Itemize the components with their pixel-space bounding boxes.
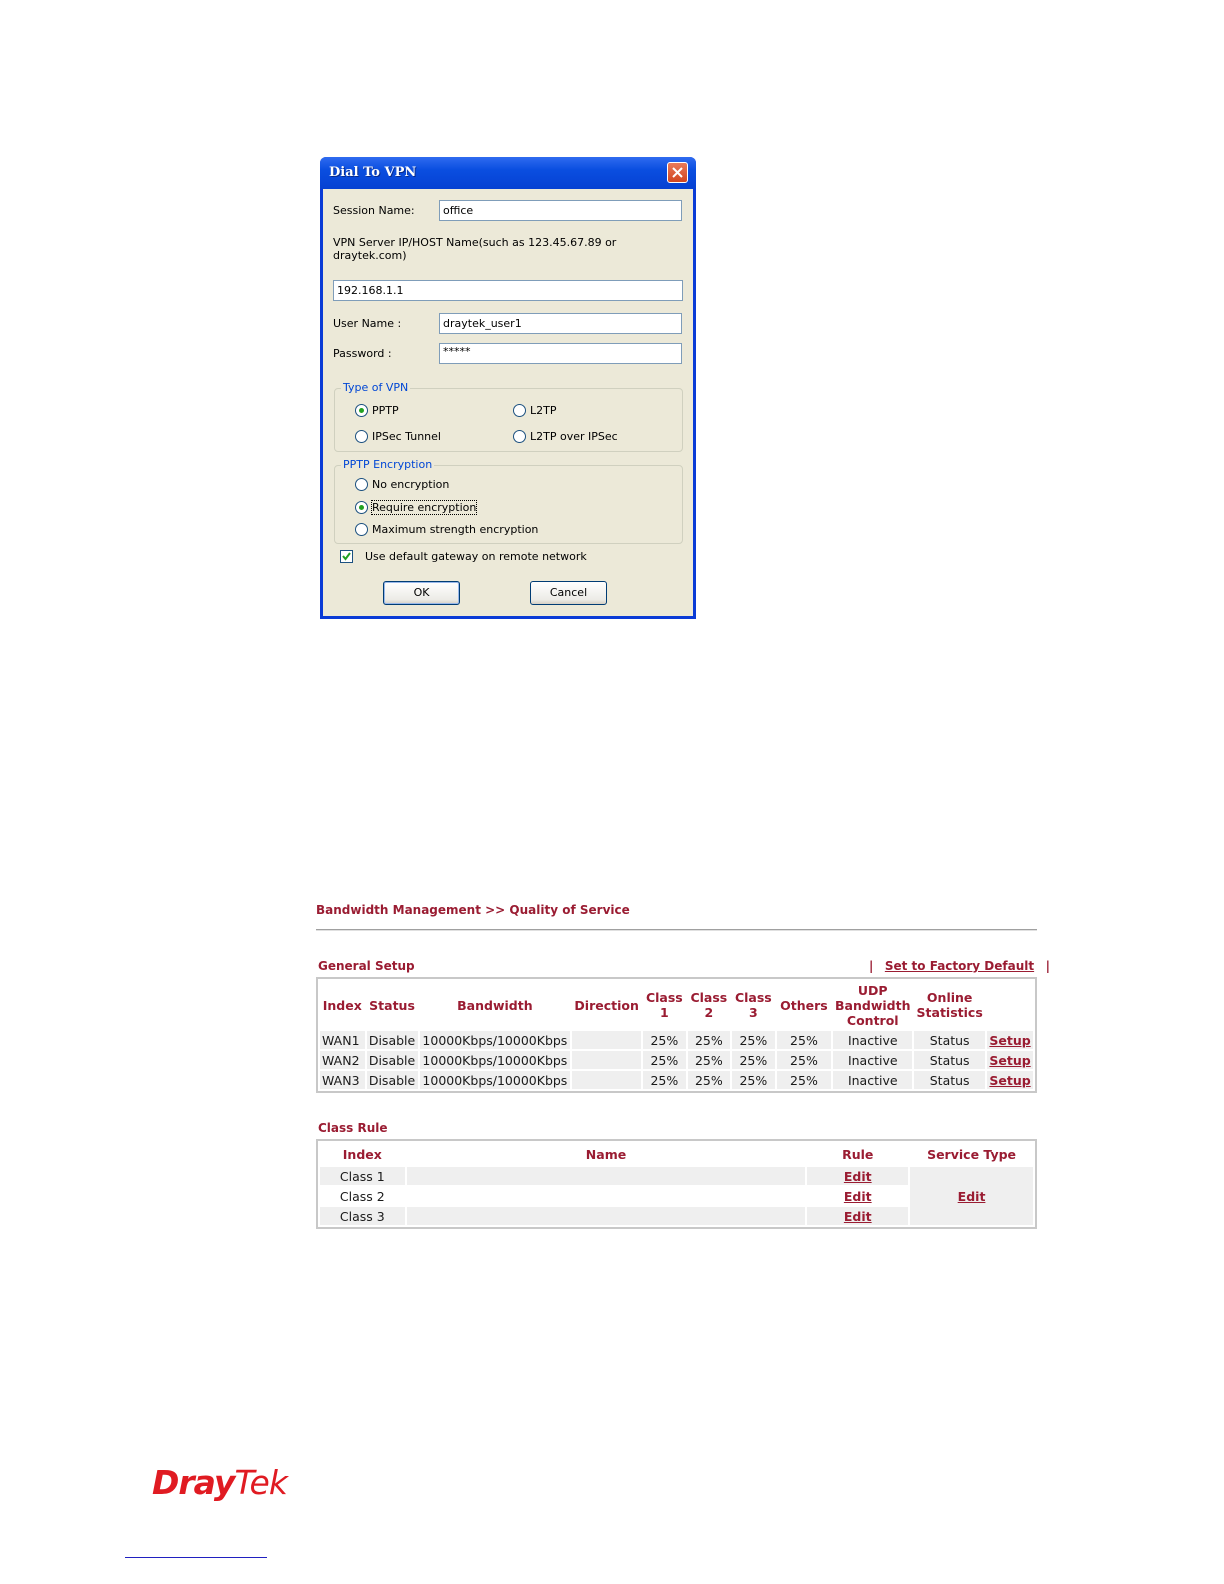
col-class-index: Index bbox=[342, 1146, 382, 1162]
class-rule-header-row bbox=[320, 1143, 1033, 1165]
row-class1: 25% bbox=[643, 1071, 686, 1089]
row-bandwidth: 10000Kbps/10000Kbps bbox=[420, 1031, 571, 1049]
row-setup-cell bbox=[987, 1031, 1033, 1049]
dialog-title: Dial To VPN bbox=[329, 165, 417, 180]
col-class1: Class 1 bbox=[645, 990, 683, 1020]
col-class-name: Name bbox=[585, 1146, 627, 1162]
row-class2: 25% bbox=[688, 1071, 731, 1089]
factory-default-link[interactable]: Set to Factory Default bbox=[884, 959, 1035, 973]
row-bandwidth: 10000Kbps/10000Kbps bbox=[420, 1051, 571, 1069]
radio-l2tp-ipsec[interactable] bbox=[513, 430, 526, 443]
row-others: 25% bbox=[777, 1051, 832, 1069]
rule-edit-link[interactable]: Edit bbox=[843, 1168, 872, 1184]
row-status: Disable bbox=[367, 1071, 418, 1089]
factory-default-area bbox=[869, 959, 1050, 973]
radio-max-encryption-label: Maximum strength encryption bbox=[372, 523, 539, 536]
draytek-logo bbox=[152, 1463, 287, 1502]
class-row-index: Class 1 bbox=[320, 1167, 405, 1185]
pptp-encryption-group bbox=[334, 458, 683, 544]
footer-line bbox=[125, 1557, 267, 1558]
row-index: WAN2 bbox=[320, 1051, 365, 1069]
table-row bbox=[320, 1071, 1033, 1089]
col-index: Index bbox=[322, 997, 362, 1013]
vpn-server-label: VPN Server IP/HOST Name(such as 123.45.67.89 or draytek.com) bbox=[333, 236, 617, 262]
row-udp: Inactive bbox=[833, 1071, 912, 1089]
class-row-name bbox=[407, 1207, 806, 1225]
dialog-body bbox=[323, 189, 693, 616]
row-class3: 25% bbox=[732, 1031, 775, 1049]
table-row bbox=[320, 1167, 1033, 1185]
radio-l2tp[interactable] bbox=[513, 404, 526, 417]
session-name-label: Session Name: bbox=[333, 204, 415, 217]
row-class1: 25% bbox=[643, 1031, 686, 1049]
col-status: Status bbox=[369, 997, 415, 1013]
col-class-rule: Rule bbox=[842, 1146, 874, 1162]
radio-ipsec-tunnel-label: IPSec Tunnel bbox=[372, 430, 441, 443]
divider bbox=[316, 929, 1037, 931]
row-others: 25% bbox=[777, 1031, 832, 1049]
password-input[interactable]: ***** bbox=[439, 343, 682, 364]
radio-no-encryption[interactable] bbox=[355, 478, 368, 491]
row-setup-cell bbox=[987, 1071, 1033, 1089]
row-status: Disable bbox=[367, 1051, 418, 1069]
row-index: WAN3 bbox=[320, 1071, 365, 1089]
radio-pptp[interactable] bbox=[355, 404, 368, 417]
close-icon[interactable] bbox=[667, 162, 688, 183]
radio-no-encryption-label: No encryption bbox=[372, 478, 450, 491]
row-class1: 25% bbox=[643, 1051, 686, 1069]
class-row-rule-cell bbox=[807, 1167, 908, 1185]
col-others: Others bbox=[780, 997, 828, 1013]
service-type-cell bbox=[910, 1167, 1033, 1225]
class-row-index: Class 3 bbox=[320, 1207, 405, 1225]
vpn-server-input[interactable]: 192.168.1.1 bbox=[333, 280, 683, 301]
radio-max-encryption[interactable] bbox=[355, 523, 368, 536]
row-others: 25% bbox=[777, 1071, 832, 1089]
pptp-encryption-legend: PPTP Encryption bbox=[343, 458, 433, 471]
logo-tek: Tek bbox=[234, 1463, 287, 1502]
row-status: Disable bbox=[367, 1031, 418, 1049]
row-index: WAN1 bbox=[320, 1031, 365, 1049]
user-name-input[interactable]: draytek_user1 bbox=[439, 313, 682, 334]
radio-require-encryption-label: Require encryption bbox=[372, 501, 477, 514]
col-service-type: Service Type bbox=[927, 1146, 1017, 1162]
radio-l2tp-label: L2TP bbox=[530, 404, 557, 417]
class-row-rule-cell bbox=[807, 1187, 908, 1205]
vpn-type-legend: Type of VPN bbox=[343, 381, 409, 394]
row-direction bbox=[572, 1071, 641, 1089]
dialog-title-bar[interactable] bbox=[320, 157, 696, 189]
row-online: Status bbox=[914, 1071, 985, 1089]
row-class2: 25% bbox=[688, 1031, 731, 1049]
col-online: Online Statistics bbox=[916, 990, 983, 1020]
cancel-button[interactable]: Cancel bbox=[530, 581, 607, 605]
radio-l2tp-ipsec-label: L2TP over IPSec bbox=[530, 430, 618, 443]
col-class2: Class 2 bbox=[690, 990, 728, 1020]
col-udp: UDP Bandwidth Control bbox=[835, 982, 911, 1028]
general-setup-table bbox=[316, 977, 1037, 1093]
service-edit-link[interactable]: Edit bbox=[957, 1188, 986, 1204]
col-bandwidth: Bandwidth bbox=[457, 997, 533, 1013]
class-rule-title: Class Rule bbox=[318, 1121, 388, 1135]
pipe-right: | bbox=[1045, 959, 1050, 973]
row-bandwidth: 10000Kbps/10000Kbps bbox=[420, 1071, 571, 1089]
pipe-left: | bbox=[869, 959, 874, 973]
setup-link[interactable]: Setup bbox=[989, 1052, 1031, 1068]
class-row-name bbox=[407, 1187, 806, 1205]
password-label: Password : bbox=[333, 347, 392, 360]
class-rule-table bbox=[316, 1139, 1037, 1229]
setup-link[interactable]: Setup bbox=[989, 1072, 1031, 1088]
user-name-label: User Name : bbox=[333, 317, 402, 330]
row-setup-cell bbox=[987, 1051, 1033, 1069]
vpn-type-group bbox=[334, 381, 683, 452]
general-setup-title: General Setup bbox=[318, 959, 415, 973]
logo-dray: Dray bbox=[152, 1463, 235, 1502]
row-online: Status bbox=[914, 1031, 985, 1049]
row-udp: Inactive bbox=[833, 1031, 912, 1049]
class-row-rule-cell bbox=[807, 1207, 908, 1225]
row-online: Status bbox=[914, 1051, 985, 1069]
col-setup bbox=[987, 981, 1033, 1029]
row-udp: Inactive bbox=[833, 1051, 912, 1069]
table-row bbox=[320, 1051, 1033, 1069]
ok-button[interactable]: OK bbox=[383, 581, 460, 605]
setup-link[interactable]: Setup bbox=[989, 1032, 1031, 1048]
col-class3: Class 3 bbox=[734, 990, 772, 1020]
session-name-input[interactable]: office bbox=[439, 200, 682, 221]
rule-edit-link[interactable]: Edit bbox=[843, 1208, 872, 1224]
breadcrumb: Bandwidth Management >> Quality of Service bbox=[316, 903, 630, 917]
row-direction bbox=[572, 1051, 641, 1069]
class-row-name bbox=[407, 1167, 806, 1185]
row-class2: 25% bbox=[688, 1051, 731, 1069]
radio-ipsec-tunnel[interactable] bbox=[355, 430, 368, 443]
default-gateway-checkbox[interactable] bbox=[340, 550, 353, 563]
radio-pptp-label: PPTP bbox=[372, 404, 399, 417]
default-gateway-label: Use default gateway on remote network bbox=[365, 550, 587, 563]
row-class3: 25% bbox=[732, 1051, 775, 1069]
table-row bbox=[320, 1031, 1033, 1049]
general-setup-header-row bbox=[320, 981, 1033, 1029]
dial-to-vpn-dialog bbox=[320, 157, 696, 619]
row-class3: 25% bbox=[732, 1071, 775, 1089]
row-direction bbox=[572, 1031, 641, 1049]
class-row-index: Class 2 bbox=[320, 1187, 405, 1205]
rule-edit-link[interactable]: Edit bbox=[843, 1188, 872, 1204]
radio-require-encryption[interactable] bbox=[355, 501, 368, 514]
col-direction: Direction bbox=[574, 997, 639, 1013]
